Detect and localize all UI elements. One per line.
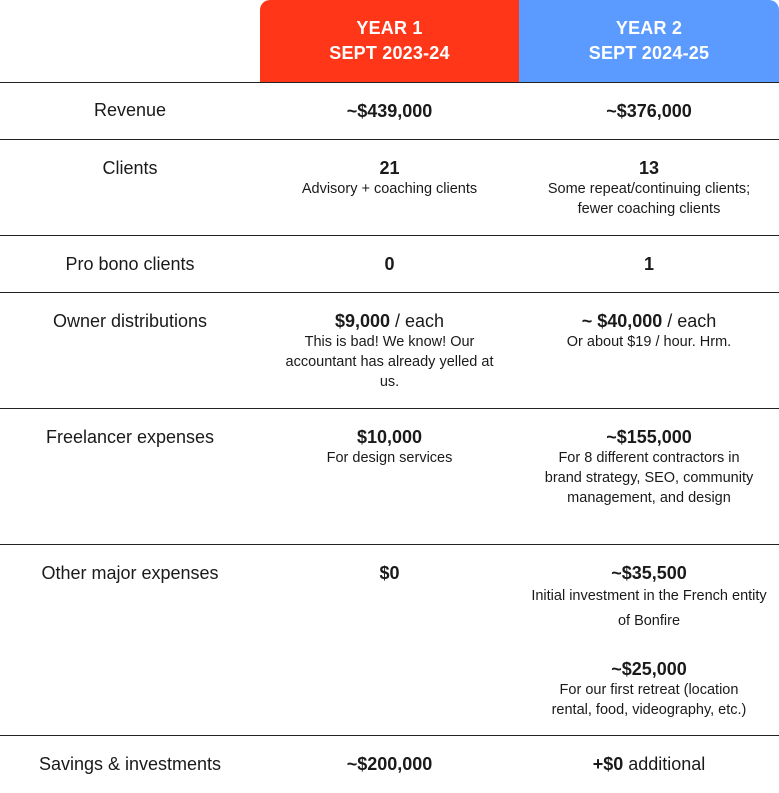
year-1-note: This is bad! We know! Our accountant has already yelled at us.: [285, 334, 494, 390]
year-2-value: 1: [643, 254, 654, 274]
row-revenue: [0, 82, 779, 139]
year-2-value: ~ $40,000: [581, 311, 663, 331]
year-1-note: For design services: [326, 450, 453, 466]
year-2-value-retreat: ~$25,000: [611, 659, 687, 679]
year-2-title: YEAR 2: [615, 18, 683, 38]
year-2-value: 13: [638, 158, 660, 178]
year-1-value: $0: [379, 563, 400, 583]
year-1-header: [260, 0, 519, 82]
year-2-cell: [519, 310, 779, 352]
year-2-value-retreat-investment: ~$35,500: [611, 563, 687, 583]
row-owner-distributions: [0, 292, 779, 408]
year-1-cell: [260, 426, 519, 468]
year-2-cell: [519, 157, 779, 219]
row-label: Other major expenses: [41, 563, 219, 583]
year-1-note: Advisory + coaching clients: [301, 181, 478, 197]
year-2-note-retreat: For our first retreat (location rental, food, videography, etc.): [551, 682, 747, 718]
year-1-period: SEPT 2023-24: [329, 43, 450, 63]
row-label: Pro bono clients: [65, 254, 195, 274]
year-1-value: 0: [384, 254, 395, 274]
year-2-cell: [519, 753, 779, 775]
row-savings: [0, 735, 779, 793]
year-1-cell: [260, 753, 519, 775]
row-clients: [0, 139, 779, 235]
year-1-unit: / each: [390, 311, 445, 331]
year-1-value-line: [260, 310, 519, 332]
row-label: Clients: [102, 158, 158, 178]
year-2-value: ~$376,000: [606, 101, 692, 121]
year-2-note: For 8 different contractors in brand strategy, SEO, community management, and design: [544, 450, 754, 506]
year-2-cell: [519, 426, 779, 508]
row-label: Freelancer expenses: [45, 427, 215, 447]
year-2-value: ~$155,000: [606, 427, 692, 447]
year-2-value-line: [519, 753, 779, 775]
year-2-cell: [519, 562, 779, 720]
year-1-cell: [260, 100, 519, 122]
header-row: [0, 0, 779, 82]
year-1-value: ~$439,000: [346, 101, 433, 121]
year-1-cell: [260, 253, 519, 275]
year-2-suffix: additional: [623, 754, 706, 774]
year-2-value-line: [519, 310, 779, 332]
year-2-note-investment: Initial investment in the French entity of Bonfire: [531, 588, 767, 629]
row-other-expenses: [0, 544, 779, 735]
year-2-cell: [519, 253, 779, 275]
year-1-value: $9,000: [334, 311, 390, 331]
year-1-value: 21: [379, 158, 400, 178]
year-2-unit: / each: [662, 311, 717, 331]
row-pro-bono: [0, 235, 779, 292]
year-1-cell: [260, 562, 519, 584]
row-label: Owner distributions: [52, 311, 208, 331]
year-2-header: [519, 0, 779, 82]
row-label: Revenue: [93, 100, 167, 120]
year-2-period: SEPT 2024-25: [588, 43, 710, 63]
year-2-note: Or about $19 / hour. Hrm.: [566, 334, 732, 350]
year-1-title: YEAR 1: [356, 18, 423, 38]
year-2-note: Some repeat/continuing clients; fewer coaching clients: [547, 181, 751, 217]
row-label: Savings & investments: [38, 754, 222, 774]
year-1-cell: [260, 157, 519, 199]
year-1-value: $10,000: [356, 427, 423, 447]
year-2-cell: [519, 100, 779, 122]
year-1-cell: [260, 310, 519, 392]
year-2-value: +$0: [592, 754, 624, 774]
year-1-value: ~$200,000: [346, 754, 433, 774]
spacer: [519, 634, 779, 658]
row-freelancer-expenses: [0, 408, 779, 544]
